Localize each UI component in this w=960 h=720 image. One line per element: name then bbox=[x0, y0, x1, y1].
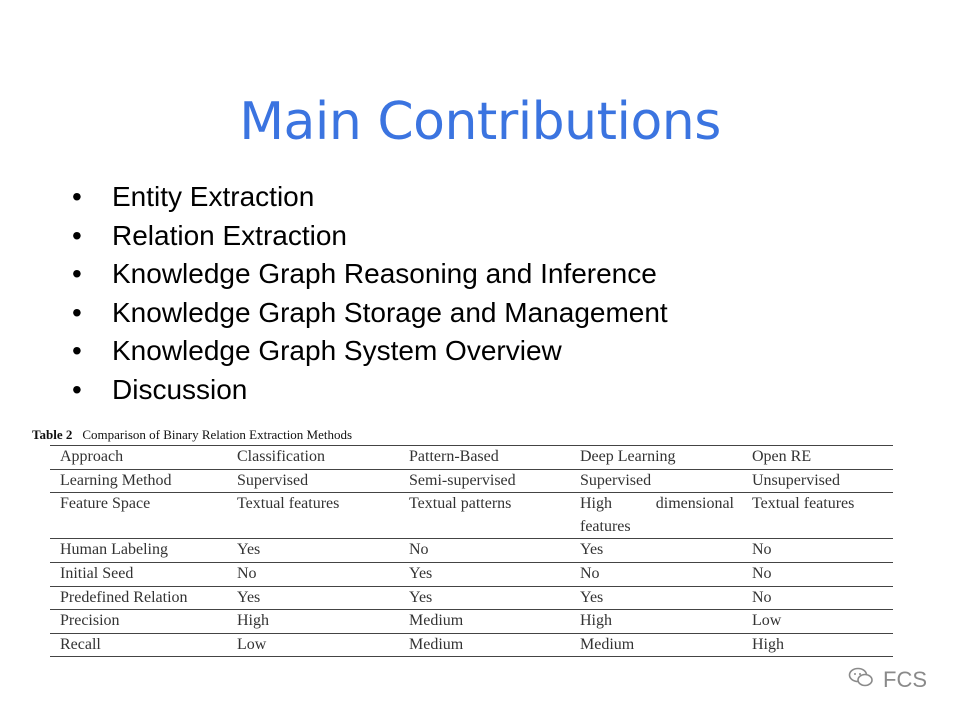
table-cell: No bbox=[399, 539, 570, 563]
table-row bbox=[50, 493, 893, 539]
list-item bbox=[72, 178, 668, 217]
bullet-icon: • bbox=[72, 258, 82, 289]
list-item-label: Discussion bbox=[112, 373, 248, 405]
contribution-list bbox=[72, 178, 668, 409]
table-cell: Precision bbox=[50, 610, 227, 634]
table-row bbox=[50, 562, 893, 586]
table-cell: Textual patterns bbox=[399, 493, 570, 539]
table-cell: Approach bbox=[50, 446, 227, 470]
table-row bbox=[50, 586, 893, 610]
table-cell: Medium bbox=[399, 610, 570, 634]
table-row bbox=[50, 539, 893, 563]
table-cell: Learning Method bbox=[50, 469, 227, 493]
table-cell: No bbox=[742, 539, 893, 563]
table-cell: Deep Learning bbox=[570, 446, 742, 470]
table-cell: Yes bbox=[227, 539, 399, 563]
table-cell: Textual features bbox=[227, 493, 399, 539]
table-cell: High dimensional features bbox=[570, 493, 742, 539]
list-item bbox=[72, 294, 668, 333]
table-cell: Semi-supervised bbox=[399, 469, 570, 493]
table-cell: Unsupervised bbox=[742, 469, 893, 493]
table-cell: Yes bbox=[227, 586, 399, 610]
list-item-label: Entity Extraction bbox=[112, 181, 315, 212]
bullet-icon: • bbox=[72, 296, 82, 328]
table-label: Table 2 bbox=[32, 427, 73, 442]
table-cell: Predefined Relation bbox=[50, 586, 227, 610]
table-cell: High bbox=[227, 610, 399, 634]
table-cell: No bbox=[742, 562, 893, 586]
table-cell: Medium bbox=[399, 633, 570, 657]
list-item bbox=[72, 332, 668, 371]
bullet-icon: • bbox=[72, 219, 82, 251]
wechat-icon bbox=[848, 671, 879, 691]
table-cell: Low bbox=[742, 610, 893, 634]
table-cell: High bbox=[570, 610, 742, 634]
table-cell: High bbox=[742, 633, 893, 657]
bullet-icon: • bbox=[72, 373, 82, 405]
bullet-icon: • bbox=[72, 335, 82, 366]
table-cell: No bbox=[570, 562, 742, 586]
table-row bbox=[50, 610, 893, 634]
table-caption bbox=[32, 427, 352, 443]
table-cell: Pattern-Based bbox=[399, 446, 570, 470]
table-cell: Yes bbox=[399, 562, 570, 586]
list-item-label: Knowledge Graph Storage and Management bbox=[112, 296, 668, 328]
table-cell: Feature Space bbox=[50, 493, 227, 539]
table-cell: Initial Seed bbox=[50, 562, 227, 586]
list-item-label: Knowledge Graph System Overview bbox=[112, 335, 562, 366]
watermark-text: FCS bbox=[883, 667, 928, 692]
comparison-table bbox=[50, 445, 893, 657]
list-item bbox=[72, 371, 668, 410]
table-row bbox=[50, 469, 893, 493]
table-cell: Supervised bbox=[570, 469, 742, 493]
watermark bbox=[848, 667, 927, 693]
table-row bbox=[50, 633, 893, 657]
table-cell: Yes bbox=[399, 586, 570, 610]
table-cell: Recall bbox=[50, 633, 227, 657]
list-item bbox=[72, 217, 668, 256]
table-cell: Human Labeling bbox=[50, 539, 227, 563]
table-cell: Textual features bbox=[742, 493, 893, 539]
list-item bbox=[72, 255, 668, 294]
table-cell: No bbox=[227, 562, 399, 586]
bullet-icon: • bbox=[72, 181, 82, 212]
table-cell: No bbox=[742, 586, 893, 610]
list-item-label: Relation Extraction bbox=[112, 219, 348, 251]
table-cell: Supervised bbox=[227, 469, 399, 493]
table-cell: Low bbox=[227, 633, 399, 657]
table-row bbox=[50, 446, 893, 470]
table-cell: Yes bbox=[570, 539, 742, 563]
table-cell: Yes bbox=[570, 586, 742, 610]
list-item-label: Knowledge Graph Reasoning and Inference bbox=[112, 258, 657, 289]
table-caption-text: Comparison of Binary Relation Extraction Methods bbox=[82, 427, 353, 442]
table-cell: Classification bbox=[227, 446, 399, 470]
slide-title: Main Contributions bbox=[239, 92, 721, 152]
table-cell: Open RE bbox=[742, 446, 893, 470]
table-cell: Medium bbox=[570, 633, 742, 657]
